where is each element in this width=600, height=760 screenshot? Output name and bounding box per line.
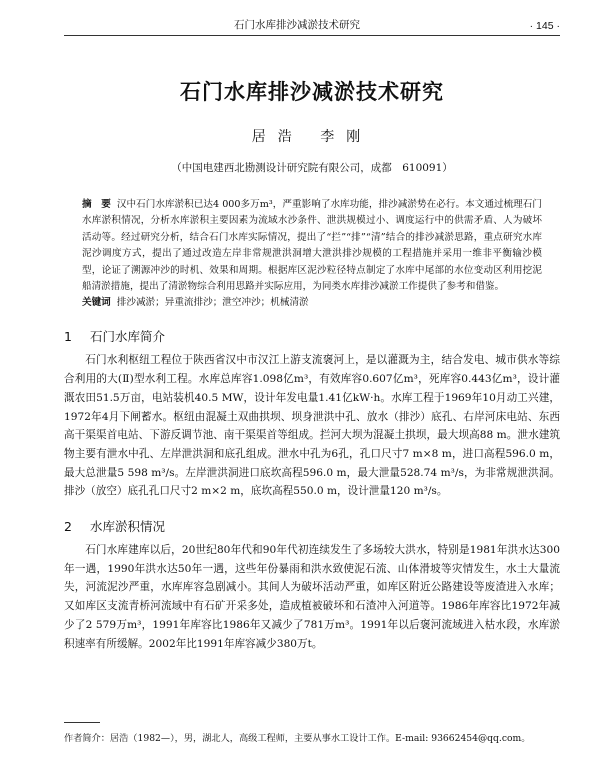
keywords-text: 排沙减淤；异重流排沙；泄空冲沙；机械清淤 bbox=[116, 297, 309, 309]
abstract-text: 汉中石门水库淤积已达4 000多万m³，严重影响了水库功能，排沙减淤势在必行。本文通过梳理石门水库淤积情况，分析水库淤积主要因素为流域水沙条件、泄洪规模过小、调度运行中的供需矛盾、人为破坏活动等。经过研究分析，结合石门水库实际情况，提出了“拦”“排”“清”结合的排沙减淤思路，重点研究水库泥沙调度方式，提出了通过改造左岸非常规泄洪洞增大泄洪排沙规模的工程措施并采用一维非平衡输沙模型，论证了溯源冲沙的时机、效果和周期。根据库区泥沙粒径特点制定了水库中尾部的水位变动区利用挖泥船清淤措施，提出了清淤物综合利用思路并实际应用，为同类水库排沙减淤工作提供了参考和借鉴。 bbox=[82, 199, 542, 293]
section-number: 2 bbox=[64, 519, 72, 535]
paper-body bbox=[64, 42, 560, 664]
section-title: 石门水库简介 bbox=[90, 329, 166, 345]
page-header bbox=[64, 6, 560, 36]
abstract bbox=[82, 197, 542, 295]
section-title: 水库淤积情况 bbox=[90, 519, 166, 535]
section-heading bbox=[64, 517, 560, 535]
running-title: 石门水库排沙减淤技术研究 bbox=[234, 19, 360, 31]
section-number: 1 bbox=[64, 329, 72, 345]
keywords bbox=[82, 295, 542, 311]
affiliation: （中国电建西北勘测设计研究院有限公司，成都 610091） bbox=[171, 162, 453, 174]
footnote-divider bbox=[64, 722, 100, 723]
body-paragraph: 石门水利枢纽工程位于陕西省汉中市汉江上游支流褒河上，是以灌溉为主，结合发电、城市供水等综合利用的大(Ⅱ)型水利工程。水库总库容1.098亿m³，有效库容0.607亿m³，死库容0.443亿m³，设计灌溉农田51.5万亩，电站装机40.5 MW，设计年发电量1.41亿kW·h。水库工程于1969年10月动工兴建，1972年4月下闸蓄水。枢纽由混凝土双曲拱坝、坝身泄洪中孔、放水（排沙）底孔、右岸河床电站、东西高干渠渠首电站、下游反调节池、南干渠渠首等组成。拦河大坝为混凝土拱坝，最大坝高88 m。泄水建筑物主要有泄水中孔、左岸泄洪洞和底孔组成。泄水中孔为6孔，孔口尺寸7 m×8 m，进口高程596.0 m，最大总泄量5 598 m³/s。左岸泄洪洞进口底坎高程596.0 m，最大泄量528.74 m³/s，为非常规泄洪洞。排沙（放空）底孔孔口尺寸2 m×2 m，底坎高程550.0 m，设计泄量120 m³/s。 bbox=[64, 354, 560, 498]
paper-title: 石门水库排沙减淤技术研究 bbox=[180, 80, 444, 104]
paper-authors: 居浩 李刚 bbox=[251, 129, 373, 145]
section-heading bbox=[64, 327, 560, 345]
author-footnote: 作者简介：居浩（1982—），男，湖北人，高级工程师，主要从事水工设计工作。E-mail: 93662454@qq.com。 bbox=[64, 733, 531, 744]
body-paragraph: 石门水库建库以后，20世纪80年代和90年代初连续发生了多场较大洪水，特别是1981年洪水达300年一遇，1990年洪水达50年一遇，这些年份暴雨和洪水致使泥石流、山体滑坡等灾情发生，水土大量流失，河流泥沙严重，水库库容急剧减小。其间人为破坏活动严重，如库区附近公路建设等废渣进入水库；又如库区支流青桥河流域中有石矿开采多处，造成植被破坏和石渣冲入河道等。1986年库容比1972年减少了2 579万m³，1991年库容比1986年又减少了781万m³。1991年以后褒河流域进入枯水段，水库淤积速率有所缓解。2002年比1991年库容减少380万t。 bbox=[64, 544, 560, 650]
keywords-label: 关键词 bbox=[82, 297, 111, 309]
page-number: · 145 · bbox=[529, 20, 560, 32]
abstract-label: 摘 要 bbox=[82, 199, 111, 210]
